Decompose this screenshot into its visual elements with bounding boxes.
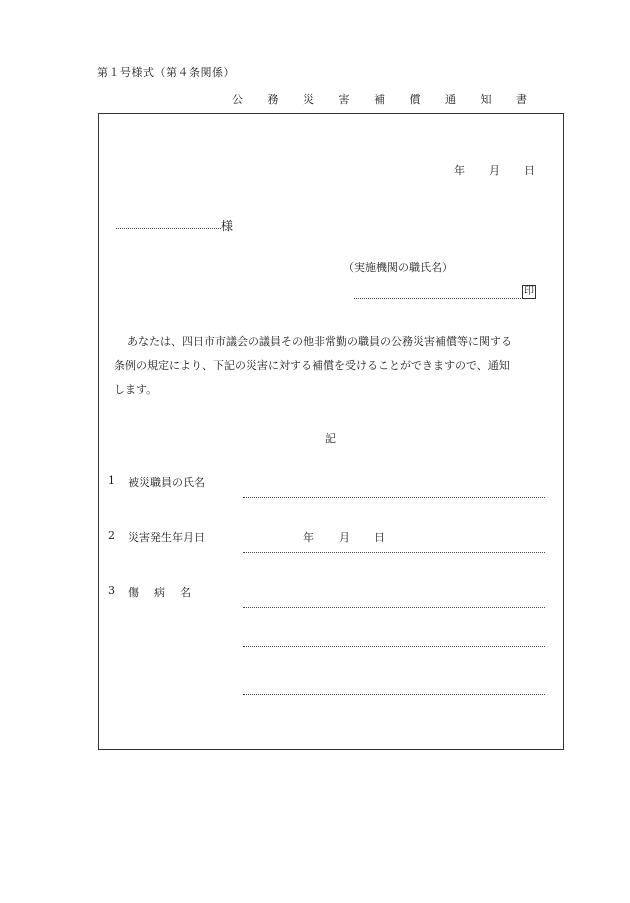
notice-body-line: あなたは、四日市市議会の議員その他非常勤の職員の公務災害補償等に関する (127, 335, 512, 348)
seal-mark: 印 (524, 286, 534, 297)
accident-date-year: 年 (303, 531, 314, 544)
notice-body-line: します。 (114, 383, 158, 396)
date-day-label: 日 (524, 164, 535, 177)
date-month-label: 月 (489, 164, 500, 177)
addressee-suffix: 様 (221, 219, 234, 233)
ki-heading: 記 (325, 432, 336, 445)
issuer-label: （実施機関の職氏名） (343, 261, 453, 274)
notice-body (114, 330, 542, 402)
accident-date-day: 日 (374, 531, 385, 544)
accident-date-field[interactable] (243, 552, 545, 553)
addressee-name-field[interactable] (116, 228, 221, 229)
date-year-label: 年 (454, 164, 465, 177)
item-label-injured-name: 被災職員の氏名 (128, 476, 205, 489)
item-number: 3 (108, 584, 115, 597)
injury-name-field-line-3[interactable] (243, 694, 545, 695)
injury-name-field-line-2[interactable] (243, 646, 545, 647)
form-number: 第１号様式（第４条関係） (97, 66, 235, 79)
item-number: 1 (108, 474, 115, 487)
injured-name-field[interactable] (243, 497, 545, 498)
item-number: 2 (108, 529, 115, 542)
accident-date-month: 月 (339, 531, 350, 544)
injury-name-field-line-1[interactable] (243, 607, 545, 608)
document-title: 公 務 災 害 補 償 通 知 書 (232, 93, 538, 106)
issuer-name-field[interactable] (354, 298, 521, 299)
item-label-accident-date: 災害発生年月日 (128, 531, 205, 544)
notice-body-line: 条例の規定により、下記の災害に対する補償を受けることができますので、通知 (114, 359, 510, 372)
item-label-injury-name: 傷病名 (128, 586, 206, 599)
